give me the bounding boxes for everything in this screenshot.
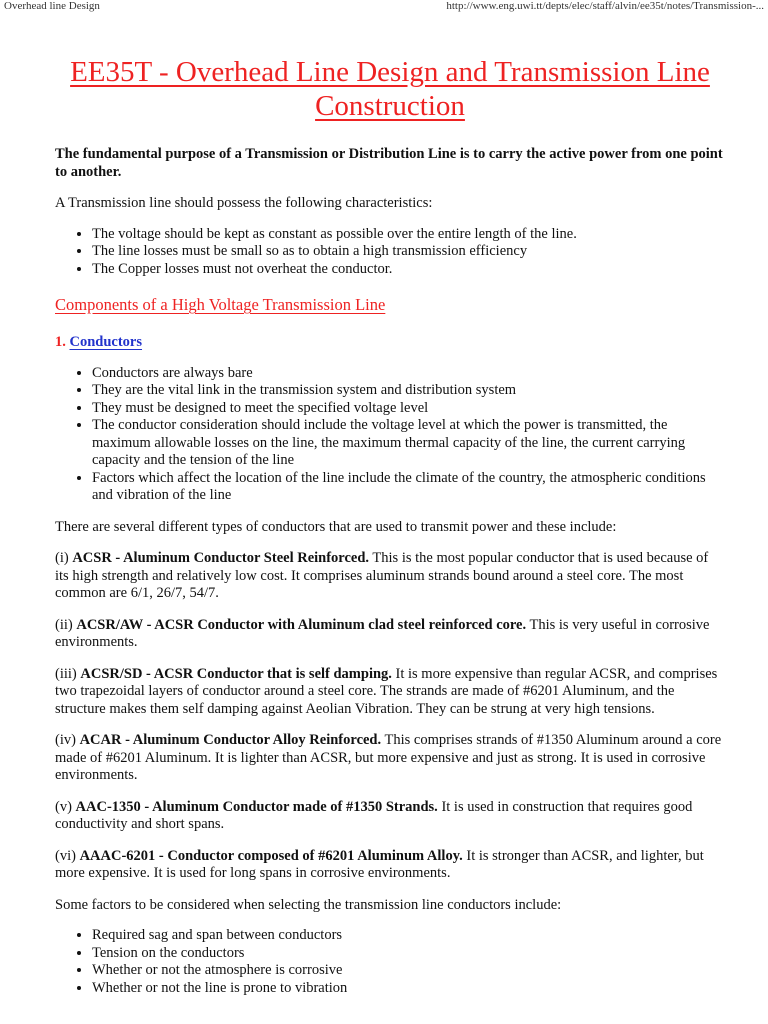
print-header [0,0,768,14]
conductor-type-number: (vi) [55,847,80,864]
subsection-heading [55,334,725,352]
list-item: • Whether or not the atmosphere is corrosive [92,962,725,980]
list-item: • Required sag and span between conductors [92,927,725,945]
list-item: • They are the vital link in the transmission system and distribution system [92,382,725,400]
section-heading-link[interactable]: Components of a High Voltage Transmission Line [55,295,386,314]
subsection-link-conductors[interactable]: Conductors [69,334,143,350]
conductor-type-name: ACAR - Aluminum Conductor Alloy Reinforced. [79,732,382,748]
conductor-type-acsr-aw [55,617,725,652]
page-title [55,55,725,123]
section-heading [55,295,725,315]
conductor-type-desc: This is very useful in corrosive environments. [55,616,710,650]
factors-intro: Some factors to be considered when selecting the transmission line conductors include: [55,896,562,913]
intro-paragraph: The fundamental purpose of a Transmission or Distribution Line is to carry the active power from one point to another. [55,146,723,180]
types-intro: There are several different types of conductors that are used to transmit power and these include: [55,518,617,535]
characteristics-intro: A Transmission line should possess the following characteristics: [55,195,433,211]
conductor-type-name: ACSR - Aluminum Conductor Steel Reinforced. [72,550,370,566]
conductor-type-desc: This comprises strands of #1350 Aluminum around a core made of #6201 Aluminum. It is lighter than ACSR, but more expensive and just as strong. It is used in corrosive environments. [55,732,722,783]
conductor-type-name: ACSR/AW - ACSR Conductor with Aluminum clad steel reinforced core. [76,616,527,633]
conductor-type-desc: It is more expensive than regular ACSR, and comprises two trapezoidal layers of conductor around a steel core. The strands are made of #6201 Aluminum, and the structure makes them self damping against Aeolian Vibration. They can be strung at very high tensions. [55,665,718,717]
page-title-link[interactable]: EE35T - Overhead Line Design and Transmission Line Construction [70,56,710,122]
conductor-points-list [55,365,725,505]
print-header-url: http://www.eng.uwi.tt/depts/elec/staff/alvin/ee35t/notes/Transmission-... [446,0,764,12]
conductor-type-number: (v) [55,798,76,815]
list-item: • Whether or not the line is prone to vibration [92,980,725,998]
conductor-type-aac-1350 [55,799,725,834]
print-header-title: Overhead line Design [4,0,100,12]
subsection-number: 1. [55,334,66,350]
list-item: • The line losses must be small so as to obtain a high transmission efficiency [92,243,725,261]
conductor-type-acsr [55,550,725,603]
conductor-type-number: (iii) [55,665,81,682]
document-body [55,55,725,997]
conductor-type-number: (iv) [55,732,80,748]
conductor-type-name: ACSR/SD - ACSR Conductor that is self damping. [80,665,392,682]
conductor-type-desc: It is stronger than ACSR, and lighter, but more expensive. It is used for long spans in corrosive environments. [55,847,704,881]
list-item: • Tension on the conductors [92,945,725,963]
characteristics-list [55,226,725,279]
conductor-type-name: AAAC-6201 - Conductor composed of #6201 Aluminum Alloy. [79,847,463,864]
list-item: • The conductor consideration should include the voltage level at which the power is transmitted, the maximum allowable losses on the line, the maximum thermal capacity of the line, the current carrying capacity and the tension of the line [92,417,725,470]
list-item: • They must be designed to meet the specified voltage level [92,400,725,418]
conductor-type-acar [55,732,725,785]
factors-list [55,927,725,997]
list-item: • Factors which affect the location of the line include the climate of the country, the atmospheric conditions and vibration of the line [92,470,725,505]
conductor-type-desc: This is the most popular conductor that is used because of its high strength and relatively low cost. It comprises aluminum strands bound around a steel core. The most common are 6/1, 26/7, 54/7. [55,550,709,601]
list-item: • The Copper losses must not overheat the conductor. [92,261,725,279]
conductor-type-name: AAC-1350 - Aluminum Conductor made of #1350 Strands. [75,798,438,815]
conductor-type-number: (i) [55,550,73,566]
conductor-type-aaac-6201 [55,848,725,883]
conductor-type-number: (ii) [55,616,77,633]
list-item: • Conductors are always bare [92,365,725,383]
list-item: • The voltage should be kept as constant as possible over the entire length of the line. [92,226,725,244]
conductor-type-desc: It is used in construction that requires good conductivity and short spans. [55,798,693,832]
conductor-type-acsr-sd [55,666,725,719]
